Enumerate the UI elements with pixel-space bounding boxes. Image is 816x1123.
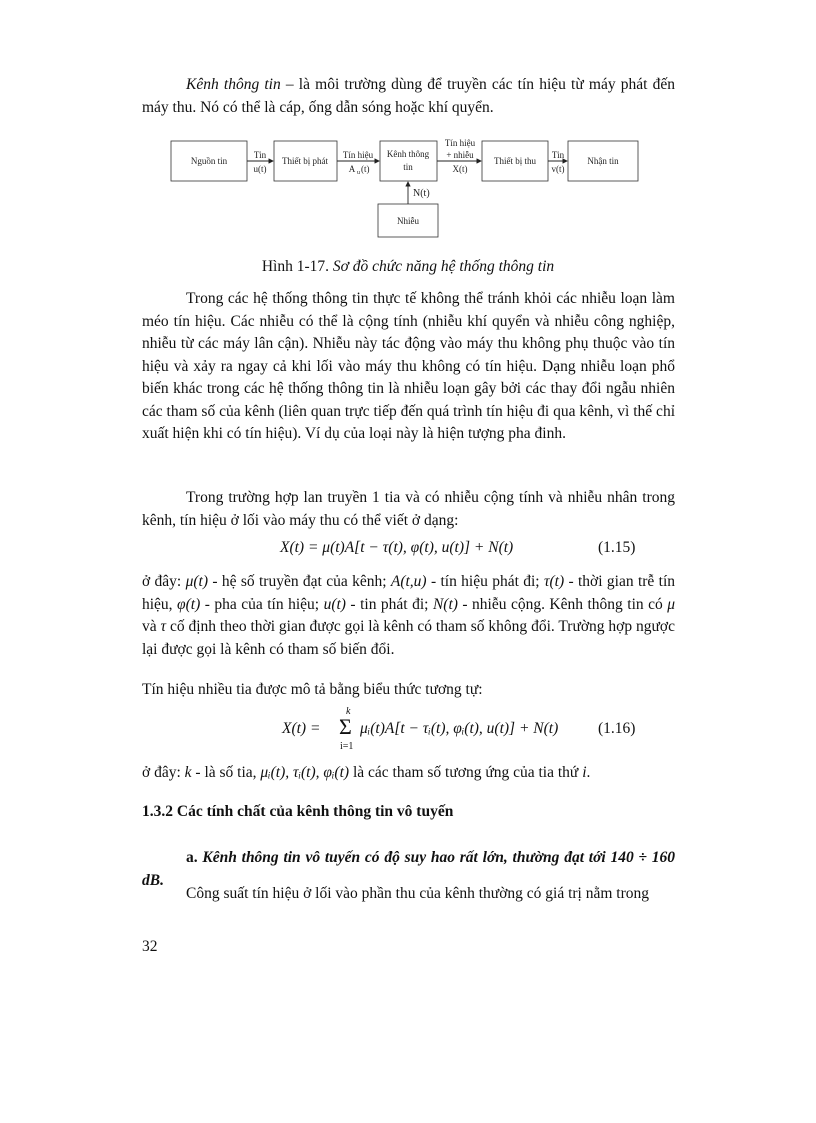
tin2-signal: v(t) xyxy=(551,164,565,174)
defs-n: N(t) xyxy=(432,595,458,613)
defs-text-b: - hệ số truyền đạt của kênh; xyxy=(208,573,391,590)
params-text-c: là các tham số tương ứng của tia thứ xyxy=(349,764,583,781)
defs-text-i: cố định theo thời gian được gọi là kênh có tham số không đổi. Trường hợp ngược lại được gọi là kênh có tham số biến đổi. xyxy=(142,618,675,658)
defs-phi: φ(t) xyxy=(177,595,201,613)
defs-text-d: - thời gian trễ tín hiệu, xyxy=(142,573,675,613)
equation-number-1-16: (1.16) xyxy=(598,720,636,737)
sum-lower-limit: i=1 xyxy=(340,741,354,752)
tx-signal-label: Tín hiệu xyxy=(342,150,374,160)
transmitter-label: Thiết bị phát xyxy=(282,156,328,166)
defs-text-h: và xyxy=(142,618,161,635)
params-i: i xyxy=(582,764,587,781)
tin1-label: Tin xyxy=(253,150,267,160)
params-text-b: - là số tia, xyxy=(191,764,261,781)
tx-signal-sub: u xyxy=(357,170,360,176)
paragraph-single-ray: Trong trường hợp lan truyền 1 tia và có nhiễu cộng tính và nhiễu nhân trong kênh, tín hiệu ở lối vào máy thu có thể viết ở dạng: xyxy=(142,489,675,529)
paragraph-noise: Trong các hệ thống thông tin thực tế không thể tránh khỏi các nhiễu loạn làm méo tín hiệu. Các nhiễu có thể là cộng tính (nhiễu khí quyển và nhiễu công nghiệp, nhiễu từ các máy lân cận). Nhiễu này tác động vào máy thu không phụ thuộc vào tín hiệu và xảy ra ngay cả khi lối vào máy thu không có tín hiệu. Dạng nhiễu loạn phổ biến khác trong các hệ thống thông tin là nhiễu loạn gây bởi các thay đổi ngẫu nhiên các tham số của kênh (liên quan trực tiếp đến quá trình tín hiệu đi qua kênh, vì thế chỉ xuất hiện khi có tín hiệu). Ví dụ của loại này là hiện tượng pha đinh. xyxy=(142,290,675,442)
system-block-diagram xyxy=(170,134,650,238)
channel-label-1: Kênh thông xyxy=(386,149,430,159)
channel-block xyxy=(380,141,437,181)
defs-mu2: μ xyxy=(667,595,676,613)
subhead-text: Kênh thông tin vô tuyến có độ suy hao rất lớn, thường đạt tới 140 ÷ 160 dB. xyxy=(142,848,676,889)
noise-label: Nhiễu xyxy=(397,216,419,226)
equation-number-1-15: (1.15) xyxy=(598,539,636,556)
sum-upper-limit: k xyxy=(346,706,351,717)
page-number: 32 xyxy=(142,938,158,955)
tx-signal-t: (t) xyxy=(361,164,370,174)
rx-noise-label: + nhiễu xyxy=(446,150,474,160)
paragraph-definitions xyxy=(142,571,675,661)
tin2-label: Tin xyxy=(551,150,565,160)
subhead-letter: a. xyxy=(186,848,203,866)
section-heading: 1.3.2 Các tính chất của kênh thông tin vô tuyến xyxy=(142,803,454,820)
paragraph-ray-params xyxy=(142,762,675,785)
defs-mu: μ(t) xyxy=(185,573,209,590)
rx-signal-label: Tín hiệu xyxy=(444,138,476,148)
figure-caption xyxy=(0,258,816,276)
equation-1-16-lhs: X(t) = xyxy=(282,720,321,737)
intro-term: Kênh thông tin xyxy=(186,76,281,93)
noise-signal: N(t) xyxy=(413,188,430,199)
rx-signal-x: X(t) xyxy=(452,164,468,174)
params-text-d: . xyxy=(586,764,591,781)
receiver-label: Thiết bị thu xyxy=(494,156,536,166)
defs-a: A(t,u) xyxy=(390,573,427,590)
defs-u: u(t) xyxy=(323,595,346,613)
channel-label-2: tin xyxy=(403,162,413,172)
intro-text: – là môi trường dùng để truyền các tín hiệu từ máy phát đến máy thu. Nó có thể là cáp, ống dẫn sóng hoặc khí quyển. xyxy=(142,76,675,116)
equation-1-15: X(t) = μ(t)A[t − τ(t), φ(t), u(t)] + N(t) xyxy=(280,539,514,556)
defs-text-e: - pha của tín hiệu; xyxy=(200,595,324,613)
tx-signal-a: A xyxy=(348,164,356,174)
params-symbols: μᵢ(t), τᵢ(t), φᵢ(t) xyxy=(260,764,350,781)
defs-tau: τ(t) xyxy=(543,573,565,590)
params-k: k xyxy=(184,764,192,781)
paragraph-multi-ray: Tín hiệu nhiều tia được mô tả bằng biểu thức tương tự: xyxy=(142,681,483,698)
sink-label: Nhận tin xyxy=(587,156,619,166)
paragraph-power: Công suất tín hiệu ở lối vào phần thu của kênh thường có giá trị nằm trong xyxy=(186,885,650,902)
defs-text-g: - nhiễu cộng. Kênh thông tin có xyxy=(457,595,668,613)
caption-prefix: Hình 1-17. xyxy=(261,258,333,275)
equation-1-16-rhs: μᵢ(t)A[t − τᵢ(t), φᵢ(t), u(t)] + N(t) xyxy=(360,720,559,737)
params-text-a: ở đây: xyxy=(142,764,185,781)
source-label: Nguồn tin xyxy=(190,156,228,166)
defs-tau2: τ xyxy=(160,618,167,635)
intro-paragraph xyxy=(142,74,675,119)
caption-title: Sơ đồ chức năng hệ thống thông tin xyxy=(332,258,555,275)
defs-text-c: - tín hiệu phát đi; xyxy=(426,573,544,590)
tin1-signal: u(t) xyxy=(253,164,267,174)
sum-symbol: Σ xyxy=(339,714,352,739)
defs-text-a: ở đây: xyxy=(142,573,186,590)
defs-text-f: - tin phát đi; xyxy=(345,595,433,613)
